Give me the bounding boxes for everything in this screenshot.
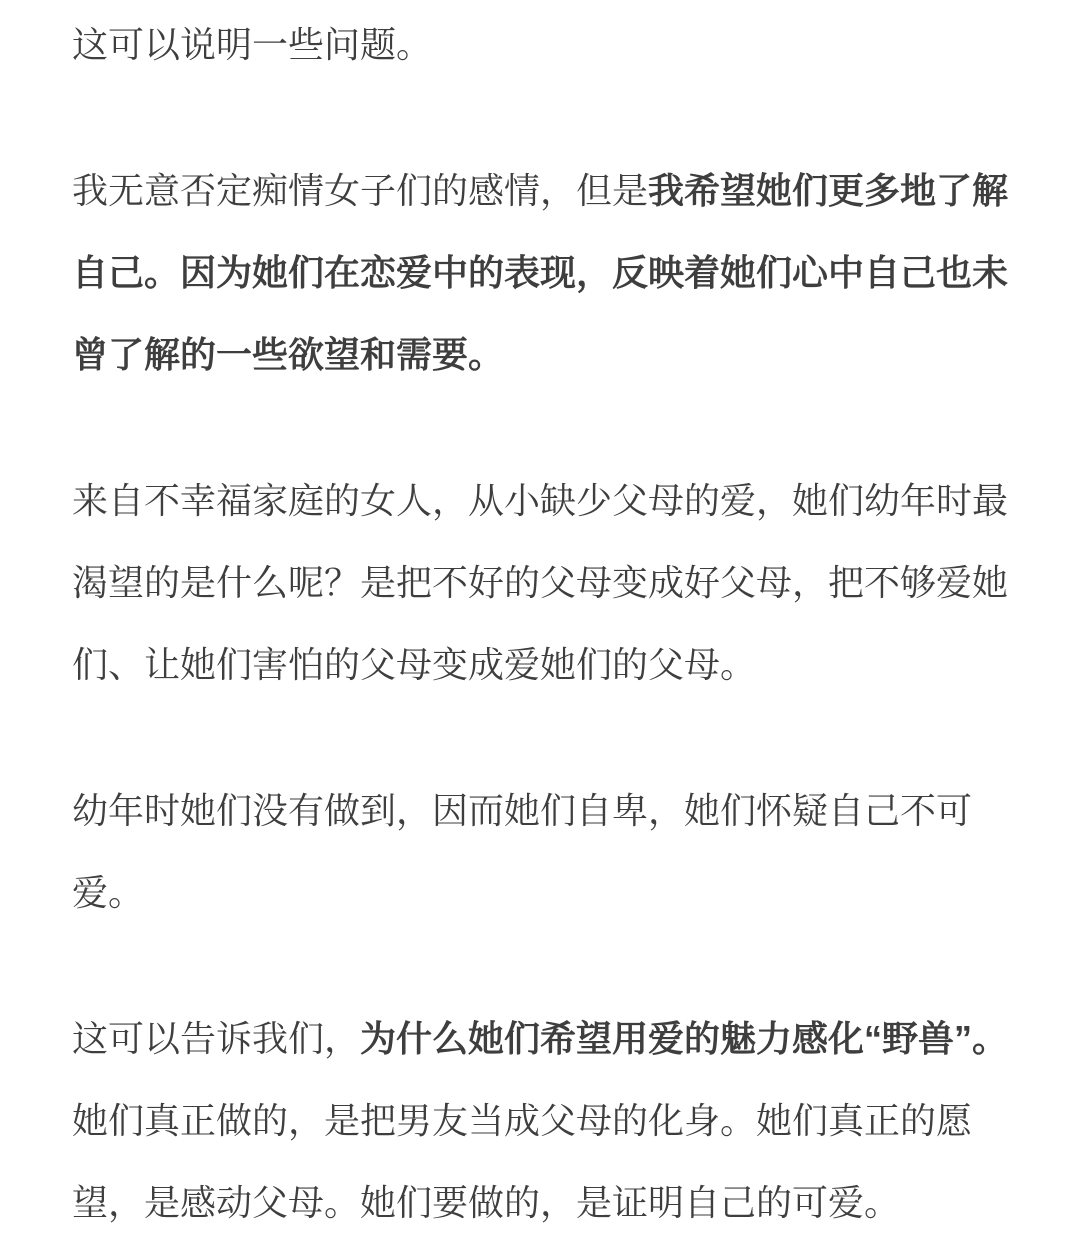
text-segment: 这可以说明一些问题。 <box>72 24 433 65</box>
paragraph-4 <box>72 770 1010 934</box>
bold-text-segment: 我希望她们更多地了解自己。因为她们在恋爱中的表现，反映着她们心中自己也未曾了解的一些欲望和需要。 <box>72 170 1009 375</box>
text-segment: 我无意否定痴情女子们的感情，但是 <box>72 170 649 211</box>
paragraph-5 <box>72 998 1010 1244</box>
text-segment: 这可以告诉我们， <box>72 1018 361 1059</box>
bold-text-segment: 为什么她们希望用爱的魅力感化“野兽”。 <box>360 1018 1009 1059</box>
paragraph-2 <box>72 150 1010 396</box>
text-segment: 来自不幸福家庭的女人，从小缺少父母的爱，她们幼年时最渴望的是什么呢？是把不好的父母变成好父母，把不够爱她们、让她们害怕的父母变成爱她们的父母。 <box>72 480 1009 685</box>
text-segment: 幼年时她们没有做到，因而她们自卑，她们怀疑自己不可爱。 <box>72 790 973 913</box>
text-segment: 她们真正做的，是把男友当成父母的化身。她们真正的愿望，是感动父母。她们要做的，是证明自己的可爱。 <box>72 1100 973 1223</box>
paragraph-1 <box>72 4 1010 86</box>
paragraph-3 <box>72 460 1010 706</box>
